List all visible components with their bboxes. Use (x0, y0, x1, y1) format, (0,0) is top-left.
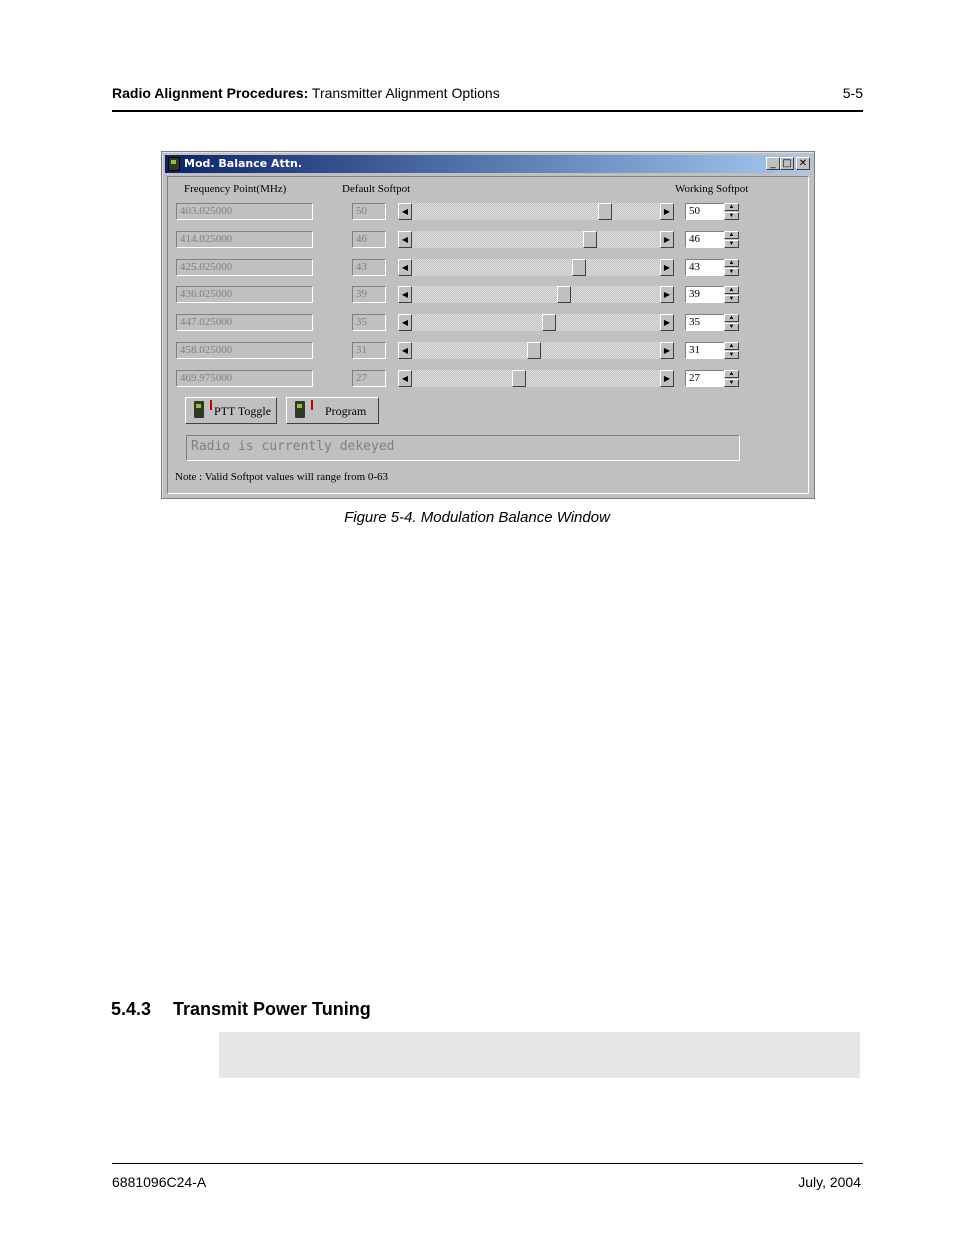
footer-date: July, 2004 (798, 1174, 861, 1190)
maximize-button[interactable]: □ (780, 157, 794, 170)
slider-thumb[interactable] (583, 231, 597, 248)
softpot-row (162, 286, 814, 306)
working-softpot-input[interactable]: 35 (685, 314, 725, 331)
header-section-bold: Radio Alignment Procedures: (112, 85, 309, 101)
working-softpot-input[interactable]: 43 (685, 259, 725, 276)
spin-down-icon[interactable]: ▼ (724, 351, 739, 359)
slider-left-arrow-icon[interactable]: ◀ (398, 231, 412, 248)
slider-left-arrow-icon[interactable]: ◀ (398, 259, 412, 276)
softpot-row (162, 259, 814, 279)
softpot-range-note: Note : Valid Softpot values will range from 0-63 (175, 471, 389, 483)
slider-left-arrow-icon[interactable]: ◀ (398, 203, 412, 220)
frequency-field: 414.025000 (176, 231, 313, 248)
slider-right-arrow-icon[interactable]: ▶ (660, 370, 674, 387)
softpot-slider[interactable] (398, 203, 674, 220)
softpot-slider[interactable] (398, 259, 674, 276)
running-header (112, 85, 863, 101)
default-softpot-field: 46 (352, 231, 386, 248)
working-softpot-spinner[interactable] (724, 231, 739, 248)
radio-program-icon (295, 401, 305, 418)
shaded-note-box (219, 1032, 860, 1078)
slider-right-arrow-icon[interactable]: ▶ (660, 314, 674, 331)
slider-thumb[interactable] (527, 342, 541, 359)
default-softpot-column-header: Default Softpot (342, 183, 411, 195)
spin-up-icon[interactable]: ▲ (724, 231, 739, 239)
default-softpot-field: 43 (352, 259, 386, 276)
spin-up-icon[interactable]: ▲ (724, 203, 739, 211)
slider-left-arrow-icon[interactable]: ◀ (398, 286, 412, 303)
radio-icon (194, 401, 204, 418)
program-button[interactable] (286, 397, 379, 424)
status-field: Radio is currently dekeyed (186, 435, 740, 461)
header-page-number: 5-5 (842, 85, 863, 101)
working-softpot-input[interactable]: 39 (685, 286, 725, 303)
header-section-title: Transmitter Alignment Options (308, 85, 500, 101)
spin-up-icon[interactable]: ▲ (724, 370, 739, 378)
mod-balance-window (161, 151, 815, 499)
default-softpot-field: 35 (352, 314, 386, 331)
running-footer (112, 1174, 861, 1190)
softpot-slider[interactable] (398, 342, 674, 359)
softpot-slider[interactable] (398, 370, 674, 387)
working-softpot-input[interactable]: 31 (685, 342, 725, 359)
figure-caption: Figure 5-4. Modulation Balance Window (344, 509, 610, 526)
spin-up-icon[interactable]: ▲ (724, 286, 739, 294)
spin-down-icon[interactable]: ▼ (724, 295, 739, 303)
ptt-toggle-button[interactable] (185, 397, 277, 424)
section-heading (111, 999, 371, 1020)
ptt-mark-icon (204, 400, 212, 410)
working-softpot-spinner[interactable] (724, 286, 739, 303)
slider-right-arrow-icon[interactable]: ▶ (660, 342, 674, 359)
working-softpot-input[interactable]: 50 (685, 203, 725, 220)
spin-down-icon[interactable]: ▼ (724, 379, 739, 387)
slider-left-arrow-icon[interactable]: ◀ (398, 342, 412, 359)
softpot-row (162, 314, 814, 334)
spin-down-icon[interactable]: ▼ (724, 240, 739, 248)
footer-doc-number: 6881096C24-A (112, 1174, 207, 1190)
frequency-field: 469.975000 (176, 370, 313, 387)
frequency-field: 436.025000 (176, 286, 313, 303)
softpot-row (162, 231, 814, 251)
frequency-field: 447.025000 (176, 314, 313, 331)
slider-thumb[interactable] (542, 314, 556, 331)
spin-up-icon[interactable]: ▲ (724, 342, 739, 350)
frequency-column-header: Frequency Point(MHz) (184, 183, 287, 195)
frequency-field: 425.025000 (176, 259, 313, 276)
slider-right-arrow-icon[interactable]: ▶ (660, 231, 674, 248)
frequency-field: 403.025000 (176, 203, 313, 220)
spin-down-icon[interactable]: ▼ (724, 268, 739, 276)
working-softpot-spinner[interactable] (724, 370, 739, 387)
window-titlebar[interactable] (165, 155, 811, 173)
working-softpot-spinner[interactable] (724, 342, 739, 359)
slider-right-arrow-icon[interactable]: ▶ (660, 286, 674, 303)
program-mark-icon (305, 400, 313, 410)
softpot-row (162, 342, 814, 362)
slider-thumb[interactable] (512, 370, 526, 387)
footer-rule (112, 1163, 863, 1164)
default-softpot-field: 50 (352, 203, 386, 220)
spin-down-icon[interactable]: ▼ (724, 323, 739, 331)
slider-thumb[interactable] (572, 259, 586, 276)
spin-up-icon[interactable]: ▲ (724, 314, 739, 322)
slider-right-arrow-icon[interactable]: ▶ (660, 203, 674, 220)
softpot-row (162, 203, 814, 223)
working-softpot-input[interactable]: 46 (685, 231, 725, 248)
spin-down-icon[interactable]: ▼ (724, 212, 739, 220)
softpot-slider[interactable] (398, 286, 674, 303)
slider-left-arrow-icon[interactable]: ◀ (398, 370, 412, 387)
close-button[interactable]: ✕ (796, 157, 810, 170)
program-label: Program (325, 404, 367, 418)
working-softpot-spinner[interactable] (724, 203, 739, 220)
softpot-slider[interactable] (398, 314, 674, 331)
working-softpot-spinner[interactable] (724, 259, 739, 276)
slider-thumb[interactable] (557, 286, 571, 303)
softpot-slider[interactable] (398, 231, 674, 248)
working-softpot-column-header: Working Softpot (675, 183, 749, 195)
softpot-row (162, 370, 814, 390)
working-softpot-spinner[interactable] (724, 314, 739, 331)
section-title: Transmit Power Tuning (173, 999, 371, 1019)
minimize-button[interactable]: _ (766, 157, 780, 170)
slider-right-arrow-icon[interactable]: ▶ (660, 259, 674, 276)
slider-thumb[interactable] (598, 203, 612, 220)
default-softpot-field: 39 (352, 286, 386, 303)
frequency-field: 458.025000 (176, 342, 313, 359)
default-softpot-field: 31 (352, 342, 386, 359)
ptt-toggle-label: PTT Toggle (214, 404, 272, 418)
radio-app-icon (168, 157, 180, 171)
default-softpot-field: 27 (352, 370, 386, 387)
header-rule (112, 110, 863, 112)
section-number: 5.4.3 (111, 999, 152, 1019)
slider-left-arrow-icon[interactable]: ◀ (398, 314, 412, 331)
window-title: Mod. Balance Attn. (184, 157, 303, 170)
spin-up-icon[interactable]: ▲ (724, 259, 739, 267)
working-softpot-input[interactable]: 27 (685, 370, 725, 387)
